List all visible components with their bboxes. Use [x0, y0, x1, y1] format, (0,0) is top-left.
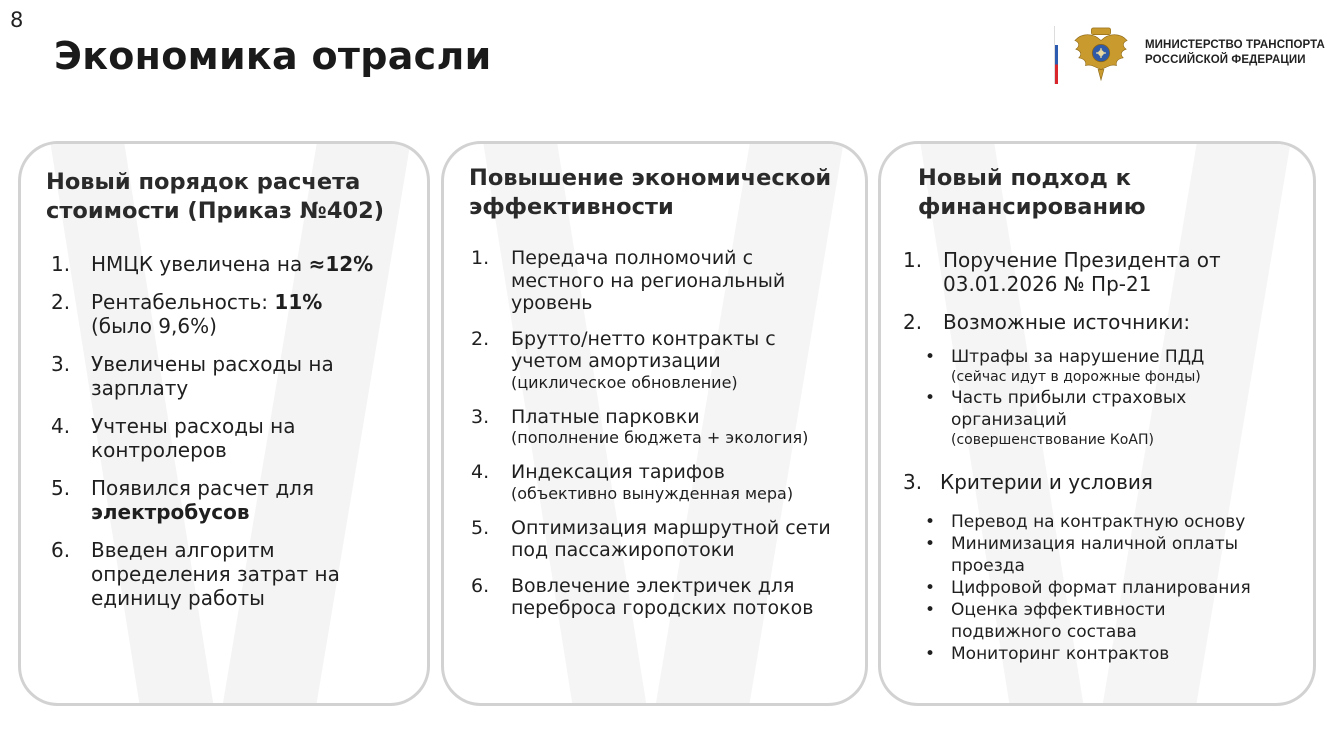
ministry-logo — [1054, 24, 1324, 84]
ministry-name-line1: МИНИСТЕРСТВО ТРАНСПОРТА — [1145, 39, 1325, 51]
item-text-line2: контролеров — [91, 438, 227, 462]
list-item — [51, 252, 421, 276]
card-economic-efficiency — [441, 141, 868, 706]
section-criteria — [903, 470, 1153, 494]
card-title — [918, 164, 1146, 222]
item-text-line1: Платные парковки — [511, 405, 700, 428]
criteria-list — [903, 511, 1251, 665]
item-number: 2. — [51, 290, 71, 314]
item-text-line3: единицу работы — [91, 586, 265, 610]
card-title-line1: Новый подход к — [918, 165, 1131, 191]
card-title-line1: Повышение экономической — [469, 165, 832, 191]
item-note: (совершенствование КоАП) — [951, 432, 1154, 448]
list-item — [471, 406, 866, 449]
item-text-line2: определения затрат на — [91, 562, 340, 586]
item-text-line1: • Перевод на контрактную основу — [951, 512, 1246, 532]
item-text-line2: переброса городских потоков — [511, 597, 814, 619]
item-number: 3. — [51, 352, 71, 376]
sources-list — [903, 346, 1204, 450]
item-text-line1: Поручение Президента от — [943, 248, 1221, 272]
ministry-name-line2: РОССИЙСКОЙ ФЕДЕРАЦИИ — [1145, 54, 1306, 66]
list-item — [51, 476, 421, 524]
item-note: (сейчас идут в дорожные фонды) — [951, 369, 1201, 385]
list-item — [51, 290, 421, 338]
list-item — [903, 511, 1251, 533]
item-text-line1: • Цифровой формат планирования — [951, 578, 1251, 598]
item-number: 1. — [51, 252, 71, 276]
item-number: 1. — [471, 247, 490, 269]
item-number: 2. — [903, 310, 923, 334]
section-label: Возможные источники: — [943, 310, 1191, 334]
item-text-line2: зарплату — [91, 376, 189, 400]
list-item — [903, 599, 1251, 643]
item-text-line2: учетом амортизации — [511, 350, 721, 372]
section-president-order — [903, 248, 1221, 296]
item-number: 3. — [471, 405, 490, 428]
coat-of-arms-icon — [1072, 24, 1130, 84]
card-title-line2: стоимости (Приказ №402) — [46, 198, 385, 224]
slide-number: 8 — [10, 8, 24, 32]
item-note: (пополнение бюджета + экология) — [511, 428, 809, 447]
item-number: 3. — [903, 470, 923, 494]
list-item — [51, 414, 421, 462]
item-text: НМЦК увеличена на — [91, 252, 309, 276]
item-number: 5. — [471, 516, 490, 539]
list-item — [903, 577, 1251, 599]
card-title-line2: финансированию — [918, 194, 1146, 220]
list-item — [903, 643, 1251, 665]
list-item — [471, 328, 866, 393]
item-text-line1: Индексация тарифов — [511, 461, 725, 483]
item-text-line1: • Мониторинг контрактов — [951, 644, 1170, 664]
card-title-line1: Новый порядок расчета — [46, 169, 361, 195]
card-title — [469, 164, 831, 222]
list-item — [903, 346, 1204, 387]
item-text-line1: Брутто/нетто контракты с — [511, 327, 776, 350]
section-label: Критерии и условия — [940, 470, 1153, 494]
flag-stripe — [1054, 26, 1058, 84]
item-text-line1: • Оценка эффективности — [951, 600, 1166, 620]
item-text-line2: организаций — [951, 410, 1067, 430]
item-text-line2: проезда — [951, 556, 1025, 576]
card-cost-calculation — [18, 141, 430, 706]
item-number: 1. — [903, 248, 923, 272]
item-highlight: ≈12% — [308, 252, 374, 276]
item-text-line1: • Штрафы за нарушение ПДД — [951, 347, 1205, 367]
item-number: 6. — [51, 538, 71, 562]
card-title — [46, 168, 384, 226]
section-sources — [903, 310, 1190, 334]
list-item — [51, 352, 421, 400]
item-number: 2. — [471, 327, 490, 350]
item-text-line2: подвижного состава — [951, 622, 1137, 642]
item-number: 5. — [51, 476, 71, 500]
item-number: 6. — [471, 574, 490, 597]
item-text-line1: Учтены расходы на — [91, 414, 296, 438]
item-text-line2: под пассажиропотоки — [511, 539, 735, 561]
item-text-line2: (было 9,6%) — [91, 314, 217, 338]
item-note: (объективно вынужденная мера) — [511, 483, 794, 503]
cost-list — [51, 252, 421, 624]
list-item — [903, 387, 1204, 450]
item-note: (циклическое обновление) — [511, 372, 738, 392]
ministry-name — [1145, 38, 1325, 68]
item-text-line3: уровень — [511, 292, 593, 314]
item-text: Рентабельность: — [91, 290, 275, 314]
card-title-line2: эффективности — [469, 194, 674, 220]
item-number: 4. — [51, 414, 71, 438]
item-text-line1: Вовлечение электричек для — [511, 574, 795, 597]
item-highlight: 11% — [274, 290, 323, 314]
list-item — [471, 517, 866, 562]
item-text-line2: местного на региональный — [511, 269, 786, 292]
list-item — [51, 538, 421, 610]
page-title: Экономика отрасли — [54, 34, 492, 78]
card-financing — [878, 141, 1316, 706]
item-highlight: электробусов — [91, 500, 250, 524]
list-item — [471, 575, 866, 620]
item-text-line1: • Минимизация наличной оплаты — [951, 534, 1239, 554]
item-text-line1: Введен алгоритм — [91, 538, 275, 562]
item-text-line2: 03.01.2026 № Пр-21 — [943, 272, 1152, 296]
item-text-line1: Передача полномочий с — [511, 247, 754, 269]
item-text-line1: Появился расчет для — [91, 476, 314, 500]
item-number: 4. — [471, 461, 490, 483]
list-item — [903, 533, 1251, 577]
list-item — [471, 247, 866, 315]
item-text-line1: Оптимизация маршрутной сети — [511, 516, 831, 539]
item-text-line1: • Часть прибыли страховых — [951, 388, 1187, 408]
efficiency-list — [471, 247, 866, 633]
list-item — [471, 461, 866, 504]
item-text-line1: Увеличены расходы на — [91, 352, 334, 376]
